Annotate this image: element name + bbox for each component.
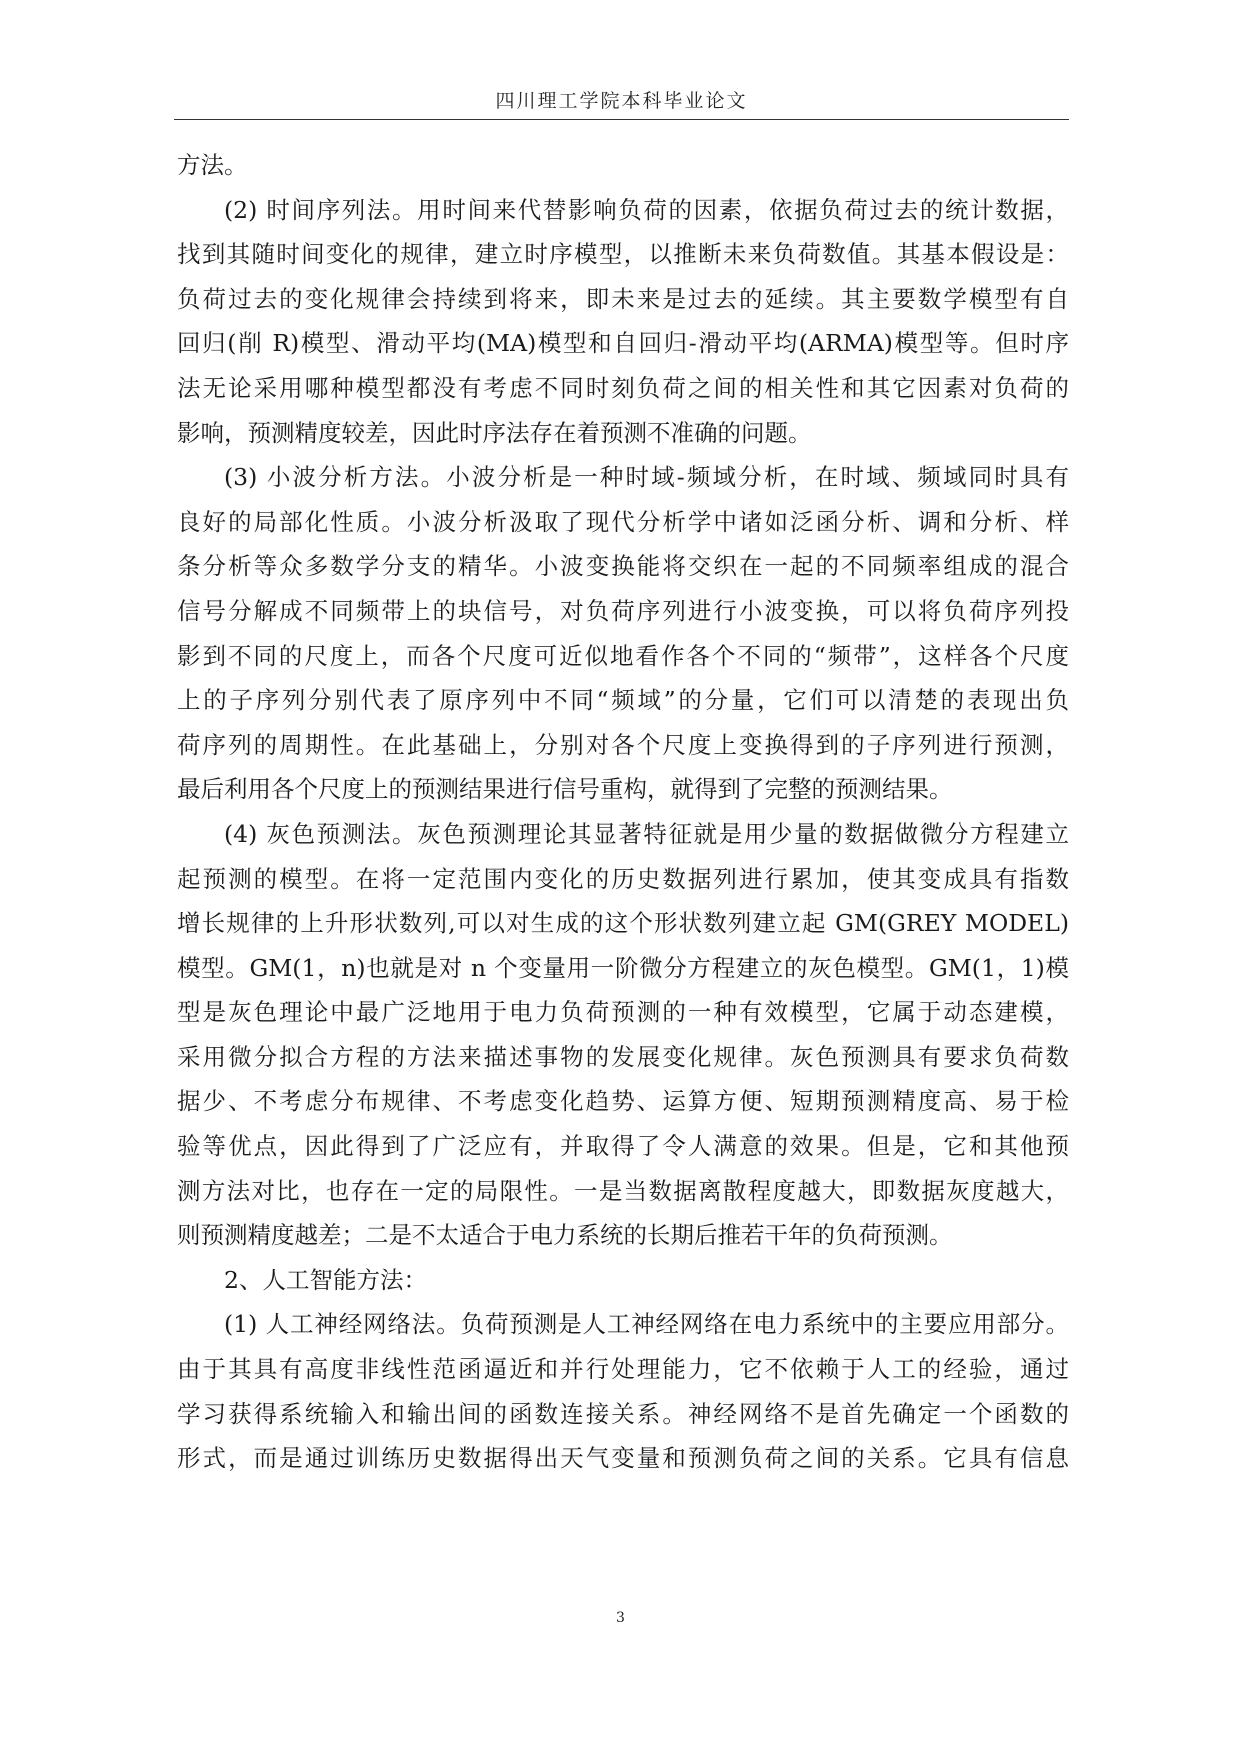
text-line: 影响，预测精度较差，因此时序法存在着预测不准确的问题。 — [177, 418, 812, 447]
text-line: 负荷过去的变化规律会持续到将来，即未来是过去的延续。其主要数学模型有自 — [177, 284, 1069, 313]
text-line: 采用微分拟合方程的方法来描述事物的发展变化规律。灰色预测具有要求负荷数 — [177, 1042, 1069, 1071]
text-line: 荷序列的周期性。在此基础上，分别对各个尺度上变换得到的子序列进行预测， — [177, 730, 1069, 759]
text-line: 回归(削 R)模型、滑动平均(MA)模型和自回归-滑动平均(ARMA)模型等。但时序 — [177, 329, 1069, 358]
text-line: 学习获得系统输入和输出间的函数连接关系。神经网络不是首先确定一个函数的 — [177, 1399, 1069, 1428]
section-heading-ai-methods — [177, 1258, 1069, 1303]
paragraph-continuation — [177, 143, 1069, 188]
text-line: 条分析等众多数学分支的精华。小波变换能将交织在一起的不同频率组成的混合 — [177, 552, 1069, 581]
text-line: (2) 时间序列法。用时间来代替影响负荷的因素，依据负荷过去的统计数据， — [224, 195, 1069, 224]
text-line: 验等优点，因此得到了广泛应有，并取得了令人满意的效果。但是，它和其他预 — [177, 1132, 1069, 1161]
text-line: 信号分解成不同频带上的块信号，对负荷序列进行小波变换，可以将负荷序列投 — [177, 596, 1069, 625]
text-line: (3) 小波分析方法。小波分析是一种时域-频域分析，在时域、频域同时具有 — [224, 463, 1069, 492]
text-line: 法无论采用哪种模型都没有考虑不同时刻负荷之间的相关性和其它因素对负荷的 — [177, 373, 1069, 402]
text-line: (4) 灰色预测法。灰色预测理论其显著特征就是用少量的数据做微分方程建立 — [224, 819, 1069, 848]
text-line: 良好的局部化性质。小波分析汲取了现代分析学中诸如泛函分析、调和分析、样 — [177, 507, 1069, 536]
text-line: 方法。 — [177, 151, 248, 179]
paragraph-time-series — [177, 188, 1069, 456]
text-line: 模型。GM(1，n)也就是对 n 个变量用一阶微分方程建立的灰色模型。GM(1，1)模 — [177, 953, 1069, 982]
paragraph-neural-network — [177, 1302, 1069, 1480]
text-line: 起预测的模型。在将一定范围内变化的历史数据列进行累加，使其变成具有指数 — [177, 864, 1069, 893]
header-divider — [174, 119, 1069, 120]
paragraph-wavelet — [177, 455, 1069, 812]
text-line: 由于其具有高度非线性范函逼近和并行处理能力，它不依赖于人工的经验，通过 — [177, 1355, 1069, 1384]
page-body — [177, 143, 1069, 1481]
text-line: 找到其随时间变化的规律，建立时序模型，以推断未来负荷数值。其基本假设是： — [177, 240, 1069, 269]
text-line: 影到不同的尺度上，而各个尺度可近似地看作各个不同的“频带”，这样各个尺度 — [177, 641, 1069, 670]
text-line: 形式，而是通过训练历史数据得出天气变量和预测负荷之间的关系。它具有信息 — [177, 1444, 1069, 1473]
text-line: 据少、不考虑分布规律、不考虑变化趋势、运算方便、短期预测精度高、易于检 — [177, 1087, 1069, 1116]
text-line: 增长规律的上升形状数列,可以对生成的这个形状数列建立起 GM(GREY MODEL) — [177, 909, 1069, 938]
text-line: 最后利用各个尺度上的预测结果进行信号重构，就得到了完整的预测结果。 — [177, 775, 953, 804]
paragraph-grey-prediction — [177, 812, 1069, 1258]
text-line: 型是灰色理论中最广泛地用于电力负荷预测的一种有效模型，它属于动态建模， — [177, 998, 1069, 1027]
text-line: 上的子序列分别代表了原序列中不同“频域”的分量，它们可以清楚的表现出负 — [177, 686, 1069, 715]
text-line: 测方法对比，也存在一定的局限性。一是当数据离散程度越大，即数据灰度越大， — [177, 1176, 1069, 1205]
text-line: (1) 人工神经网络法。负荷预测是人工神经网络在电力系统中的主要应用部分。 — [224, 1310, 1069, 1339]
text-line: 则预测精度越差；二是不太适合于电力系统的长期后推若干年的负荷预测。 — [177, 1221, 953, 1250]
page-number: 3 — [616, 1610, 625, 1626]
text-line: 2、人工智能方法： — [224, 1265, 427, 1294]
running-header: 四川理工学院本科毕业论文 — [495, 90, 748, 112]
